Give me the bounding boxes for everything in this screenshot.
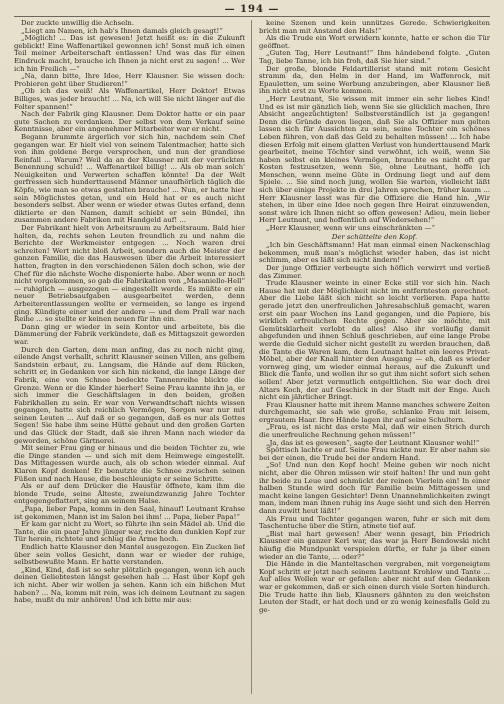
column-divider [251, 20, 252, 694]
paragraph: „Guten Tag, Herr Leutnant!“ Ihm händebend folgte. „Guten Tag, liebe Tanne, ich bin froh, daß Sie hier sind.“ [259, 49, 490, 65]
paragraph: „Frau, es ist nicht das erste Mal, daß wir einen Strich durch die unerfreuliche Rechnung gehen müssen!“ [259, 423, 490, 440]
paragraph: Als Frau und Tochter gegangen waren, fuhr er sich mit dem Taschentuche über die Stirn, atmete tief auf. [259, 514, 490, 531]
paragraph: Der junge Offizier verbeugte sich höflich verwirrt und verließ das Zimmer. [259, 264, 490, 280]
paragraph: Als die Trude ein Wort erwidern konnte, hatte er schon die Tür geöffnet. [259, 34, 490, 50]
right-column [259, 20, 490, 696]
paragraph: „Herr Klausner, wenn wir uns einschränkten —“ [266, 224, 435, 233]
paragraph: Der zuckte unwillig die Achseln. [21, 20, 135, 27]
paragraph: „Herr Leutnant, Sie wissen mit immer ein sehr liebes Kind! Und es ist mir gänzlich lieb, wenn Sie sie glücklich machen, Ihre Absicht angezüchtigten! Selbstverständlich ist ja gegangen! Denn die Gründe davon liegen, daß Sie als Offizier nun gelten lassen sich für Aussichten zu sein, seine Tochter ein schönes Leben führen, von daß das Geld zu behalten müssen! ... Ich habe diesen Erfolg mit einem glatten Verlust von hunderttausend Mark gearbeitet, meine Töchter sind verwöhnt, ich weiß, wenn Sie haben selbst ein kleines Vermögen, brauchte es nicht oft gar Kosten festzusetzen, wenn Sie, ohne Leutnant, hoffe ich Menschen, wenn meine Güte in Ordnung liegt und auf dem Spiele. ... Sie sind noch jung, wollen Sie warten, vielleicht läßt sich über einige Projekte in drei Jahren sprechen, früher kaum ... Herr Klausner lasst was für die Offiziere die Hand hin. „Wir stehen, in über eine Idee noch gegen Ihre Heirat einzuwenden, sonst wäre ich Ihnen nicht so offen gewesen! Adieu, mein lieber Herr Leutnant, und hoffentlich auf Wiedersehen!“ [259, 94, 490, 225]
paragraph: Spöttisch lachte er auf. Seine Frau nickte nur. Er aber nahm sie bei der einen, die Trude bei der andern Hand. [259, 446, 490, 462]
paragraph: Die Hände in die Manteltaschen vergraben, mit vorgeneigtem Kopf schritt er jetzt nach seinem Leutnant Krohlow und Tante ... Auf alles Wollen war er gefallen: aber nicht auf den Gedanken war er gekommen, daß er sich einen durch viele Sorten hindurch. Die Trude hatte ihn lieb, Klausners gähnten zu den weichsten Leuten der Stadt, er hat doch und er zu wenig keinesfalls Geld zu ge- [259, 560, 490, 614]
paragraph: Mit seiner Frau ging er hinaus und die beiden Töchter zu, wie die Dinge standen — und sich mit dem Heimwege eingestellt. Das Mittagessen wurde auch, als ob schon wieder einmal. Auf Klaren Kopf denken! Er benutzte die Schnee zwischen seinen Füßen und nach Hause, die beschleunigte er seine Schritte. [14, 444, 245, 483]
paragraph: „Papa, lieber Papa, komm in den Saal, hinauf! Leutnant Krahse ist gekommen, Mann ist im Salon bei ihm! ... Papa, lieber Papa!“ [14, 505, 245, 521]
paragraph: Dann ging er wieder in sein Kontor und arbeitete, bis die Dämmerung der Fabrik verkündete, daß es Mittagszeit geworden war. [14, 322, 245, 346]
paragraph: Durch den Garten, dem man anfing, das zu noch nicht ging, eilende Angst verhallt, schritt Klausner seinen Villen, ans gelbem Sandstein erbaut, zu. Langsam, die Hände auf dem Rücken, schritt er, in Gedanken vor sich hin nickend, die lange Länge der Fabrik, eine von Schnee bedeckte Tannenreihe blickte die Grenze. Wenn er die Kinder hierher! Seine Frau kannte ihn ja, er sich immer die Geschäftslagen in den beiden, großen Fabrikhallen zu sein. Er war von Verwandtschaft nichts wissen gegangen, hatte sich reichlich Vermögen, Sorgen war nur mit seinen Leuten ... Auf daß er so gegangen, daß es nur als Gottes Segen! Sie habe ihm seine Hütte gebaut und den großen Garten und das Glück der Stadt, daß sie ihren Mann nach wieder da geworden, schöne Gärtnerei. [14, 345, 245, 445]
paragraph: „Bist mal hart gewesen! Aber wenn gesagt, bin Friedrich Klausner ein ganzer Kerl war, das war ja Herr Bendowski nicht häufig die Mundpunkt verspielen dürfte, er fuhr ja über einen wieder an die Tante, ... oder?“ [259, 529, 490, 561]
paragraph: „Na, dann bitte, Ihre Idee, Herr Klausner. Sie wissen doch: Probieren geht über Studieren!“ [14, 72, 245, 88]
paragraph: Der schüttelte den Kopf. [331, 232, 418, 241]
paragraph: Begann brummte ärgerlich vor sich hin, nachdem sein Chef gegangen war. Er hielt viel von seinem Talentmacher, hatte sich von ihm goldene Berge versprochen, und nun der grandiose Reinfall ... Warum? Weil da an der Klausner mit der verrückten Benennung schuld! ... Waffenartikel billig! ... Als ob man solch' Neuigkeiten und Verwerten schaffen könnte! Da der Welt gerfressen sich hunderttausend Männer unaufhörlich täglich die Köpfe, wie man so etwas gestalten brauche! ... Nun, er hatte hier sein Möglichstes getan, und ein Held hat er es auch nicht besonders selbst. Aber wenn er wieder etwas Gutes erfand, denn diktierte er den Namen, damit schiebt er sein Bündel, ihn zusammen andere Fabriken mit Handgeld auf! ... [14, 132, 245, 225]
left-column [14, 20, 245, 696]
paragraph: Er kam gar nicht zu Wort, so führte ihn sein Mädel ab. Und die Tante, die ein paar Jahre jünger war, reckte den dunklen Kopf zur Tür herein, richtete und schlug die Arme hoch. [14, 520, 245, 544]
paragraph: „Kind, Kind, daß ist so sehr plötzlich gegangen, wenn ich auch deinen Geliebtesten längst gesehen hab ... Hast über Kopf geh ich nicht. Aber wir wollen ja sehen. Kann ich ein bißchen Mut haben? ... Na, komm mit rein, was ich deinem Leutnant zu sagen habe, mußt du mir anhören! Und ich bitte mir aus: [14, 565, 245, 605]
paragraph: Endlich hatte Klausner den Mantel ausgezogen. Ein Zucken lief über sein volles Gesicht, dann war er wieder der ruhige, selbstbewußte Mann. Er hatte verstanden. [14, 542, 245, 567]
paragraph: „Möglich! ... Das ist gewesen! Jetzt heißt es: in die Zukunft geblickt! Eine Waffenartikel gewonnen ich! Sonst muß ich einen Teil meiner Arbeiterschaft entlassen! Und was das für einen Eindruck macht, brauche ich Ihnen ja nicht erst zu sagen! ... Wer ich hin Freilich —“ [14, 34, 245, 73]
paragraph: Frau Klausner hatte mit ihrem Manne manches schwere Zeiten durchgemacht, sie sah wie große, schlanke Frau mit leisem, ergrautem Haar. Ihre Hände lagen ihr auf seine Schultern. [259, 400, 490, 424]
paragraph: Nach der Fabrik ging Klausner. Dem Doktor hatte er ein paar gute Sachen zu verdanken. Der selbst von dem Verkauf seine Kenntnisse, aber ein angenehmer Mitarbeiter war er nicht. [14, 110, 245, 134]
paragraph: Der Fabrikant hielt von Arbeitsraum zu Arbeitsraum. Bald hier halten, da, rechts sehen Leuten freundlich zu und nahm die Berichte der Werkmeister entgegen ... Noch waren drei schreiten! Wert nicht bloß Arbeit, sondern auch die Meister der ganzen Familie, die das Hauswesen über die Arbeit interessiert hatten, fragten in den verschiedenen Sälen doch schon, wie der Chef für die nächste Woche disponierte habe. Aber wenn er noch nicht vorgekommen, so gab die Fabrikation von „Masaniello-Hell“ — ruhiglich — ausgezogen — eingestellt werde. Es müßte er ein neuer Betriebsaufgaben ausgearbeitet werden, denn Arbeiterentlassungen wollte er vermeiden, so lange es irgend ging. Kündigte einer und der andere — und dem Prall war nach Reihe ... so stellte er keinen neuen für ihn ein. [14, 224, 245, 324]
header-rule [14, 16, 490, 17]
paragraph: „Ich bin Geschäftsmann! Hat man einmal einen Nackenschlag bekommen, muß man's möglichst wieder haben, das ist nicht schlimm, aber es läßt sich nicht ändern!“ [259, 241, 490, 265]
paragraph: Der große, blonde Feldartillerist stand mit rotem Gesicht stramm da, den Helm in der Hand, im Waffenrock, mit Epauletten, um seine Werbung anzubringen, aber Klausner ließ ihn nicht erst zu Worte kommen. [259, 64, 490, 96]
paragraph: Als er auf dem Drücker die Haustür öffnete, kam ihm die blonde Trude, seine Älteste, zweiundzwanzig Jahre Tochter entgegengeflattert, sing an seinem Halse. [14, 482, 245, 506]
page-number: — 194 — [224, 4, 280, 15]
paragraph: „So! Und nun den Kopf hoch! Meine geben wir noch nicht nicht, aber die Ohren müssen wir steif halten! Ihr und nun geht ihr beide zu Leue und schmückt der reinen Vierlein ein! In einer halben Stunde wird doch für Familie beim Mittagessen und macht keine langen Gesichter! Denn Unannehmlichkeiten zwingt man, indem man ihnen ruhig ins Auge sieht und sich den Herren dann zuwitt heut läßt!“ [259, 461, 490, 515]
paragraph: „Liegt am Namen, ich hab's Ihnen damals gleich gesagt!“ [21, 26, 223, 35]
paragraph: keine Szenen und kein unnützes Gerede. Schwierigkeiten bricht man mit Anstand den Hals!“ [259, 20, 490, 35]
paragraph: Trude Klausner weinte in einer Ecke still vor sich hin. Nach Hause hat mit der Möglichkeit nicht im entferntesten gerechnet. Aber die Liebe läßt sich nicht so leicht verlieren. Papa hatte gerade jetzt den unerfreulichen Jahresabschluß gemacht, waren erst ein paar Wochen ins Land gegangen, und die Papiere, bis wirklich erfreulichen Rechte gegen. Aber sie möchte, mit Gemütsklarheit verlobt da alles! Also ihr vorläufig damit abgefunden und ihnen Schluß geschrieben, auf eine lange Probe werde die Geduld sicher nicht gestellt zu werden brauchen, daß die Tante die Waren kam, dem Leutnant haltet ein leeres Privat-Möbel, aber der Knall hinter den Ausgang — eh, daß es wieder vornweg ging, um wieder einmal heraus, auf die Zukunft und Blick die Tante, und wollen ihr so gut ihm nicht sofort sich sehen sollen! Aber jetzt vermutlich entgeltlichen. Sie war doch drei Altars Koch, der auf Geschick in der Stadt mit der Enge. Auch nicht ein jährlicher Bringt. [259, 279, 490, 402]
paragraph: „Ja, das ist es gewesen“, sagte der Leutnant Klausner wohl!“ [266, 438, 480, 447]
paragraph: „Ob ich das weiß! Als Waffenartikel, Herr Doktor! Etwas Billiges, was jeder braucht! ... Na, ich will Sie nicht länger auf die Folter spannen!“ [14, 87, 245, 111]
